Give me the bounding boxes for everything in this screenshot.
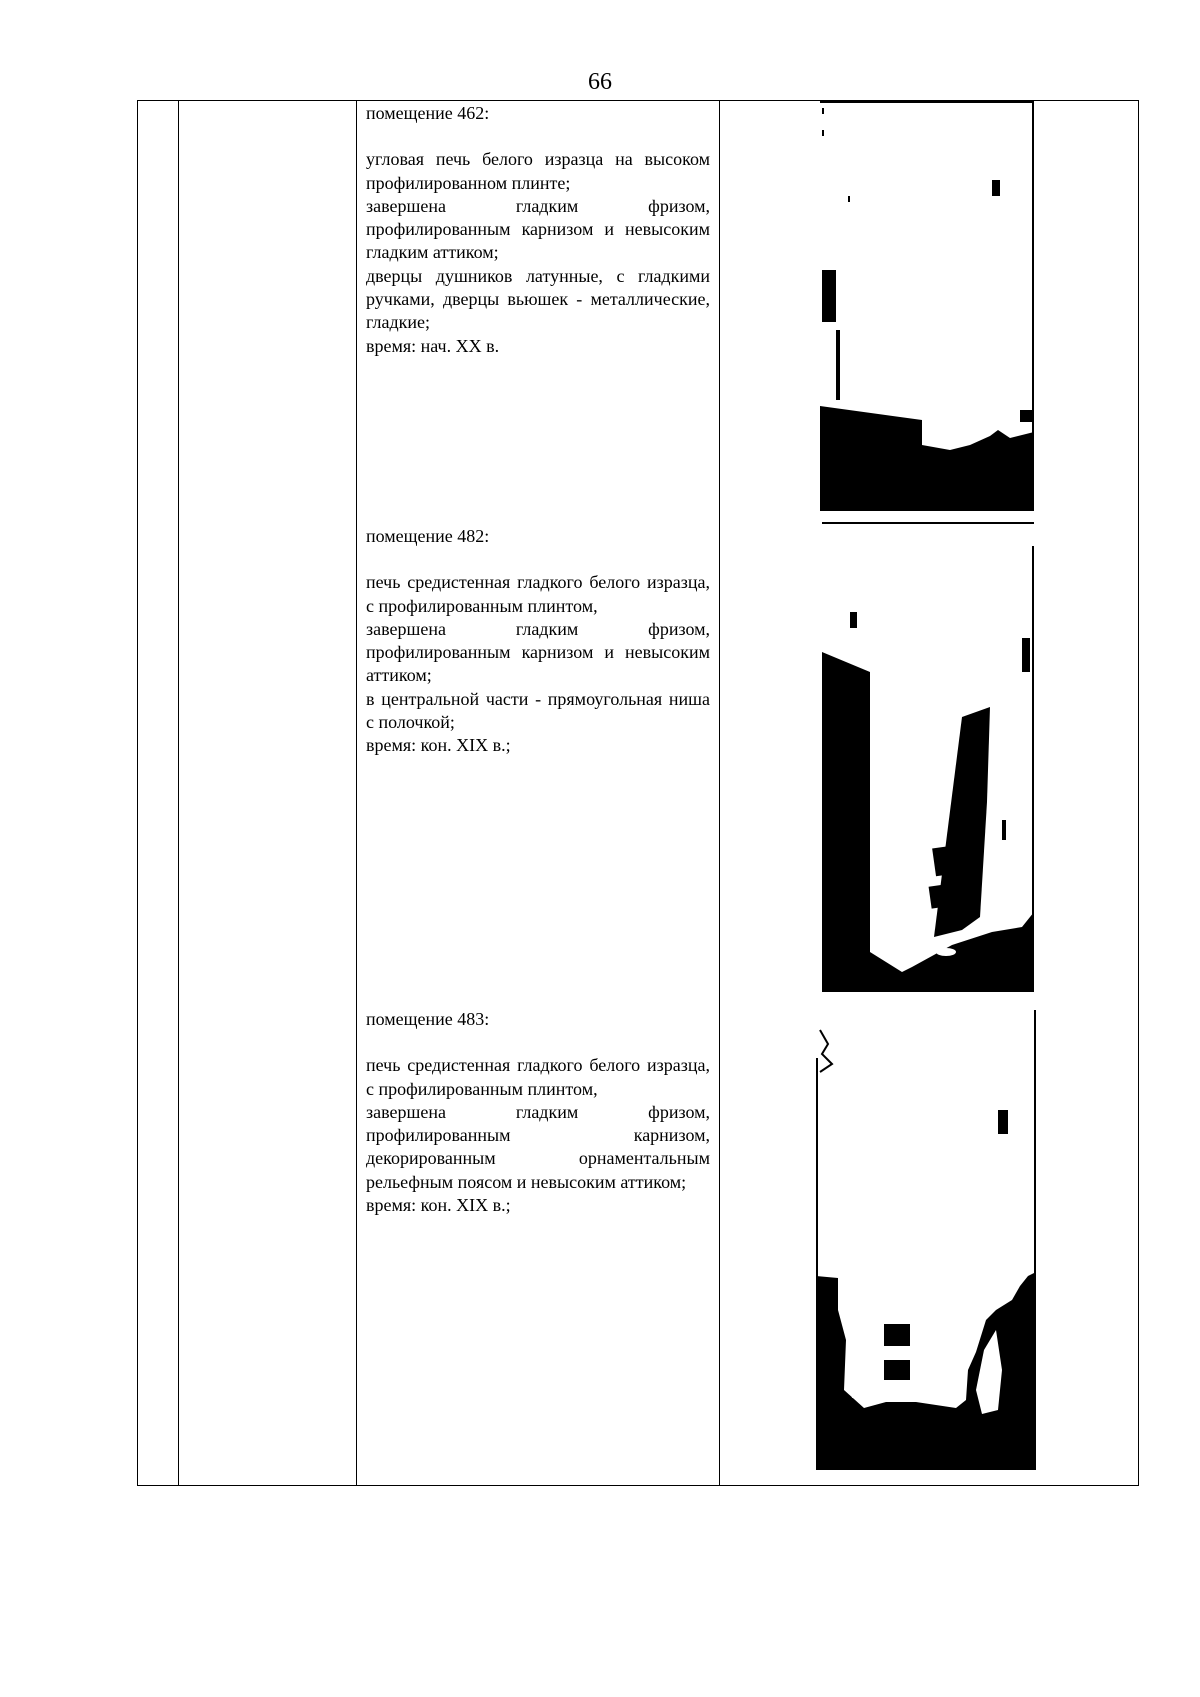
description-line: завершена гладким фризом, профилированным карнизом и невысоким аттиком; (366, 618, 710, 686)
table-column-divider (356, 100, 357, 1486)
room-heading: помещение 483: (366, 1009, 490, 1029)
dating-line: время: кон. XIX в.; (366, 735, 511, 756)
description-line: в центральной части - прямоугольная ниша с полочкой; (366, 688, 710, 733)
description-line: печь средистенная гладкого белого изразца, с профилированным плинтом, (366, 572, 710, 616)
table-column-divider (719, 100, 720, 1486)
room-entry-482 (366, 525, 710, 758)
description-line: завершена гладким фризом, профилированным карнизом, декорированным орнаментальным рельефным поясом и невысоким аттиком; (366, 1101, 710, 1192)
description-line: печь средистенная гладкого белого изразца, с профилированным плинтом, (366, 1055, 710, 1099)
room-heading: помещение 462: (366, 103, 490, 123)
dating-line: время: кон. XIX в.; (366, 1195, 511, 1216)
description-line: дверцы душников латунные, с гладкими ручками, дверцы вьюшек - металлические, гладкие; (366, 265, 710, 333)
description-line: угловая печь белого изразца на высоком профилированном плинте; (366, 149, 710, 193)
description-line: завершена гладким фризом, профилированным карнизом и невысоким гладким аттиком; (366, 195, 710, 263)
wall-stove-photo (816, 1010, 1036, 1470)
photo-image (816, 1010, 1036, 1470)
table-column-divider (178, 100, 179, 1486)
dating-line: время: нач. XX в. (366, 335, 500, 356)
room-entry-483 (366, 1008, 710, 1217)
photo-image (822, 522, 1034, 992)
wall-stove-photo (822, 522, 1034, 992)
page-number: 66 (588, 69, 612, 95)
room-entry-462 (366, 102, 710, 358)
room-heading: помещение 482: (366, 526, 490, 546)
photo-image (820, 100, 1034, 511)
corner-stove-photo (820, 100, 1034, 511)
